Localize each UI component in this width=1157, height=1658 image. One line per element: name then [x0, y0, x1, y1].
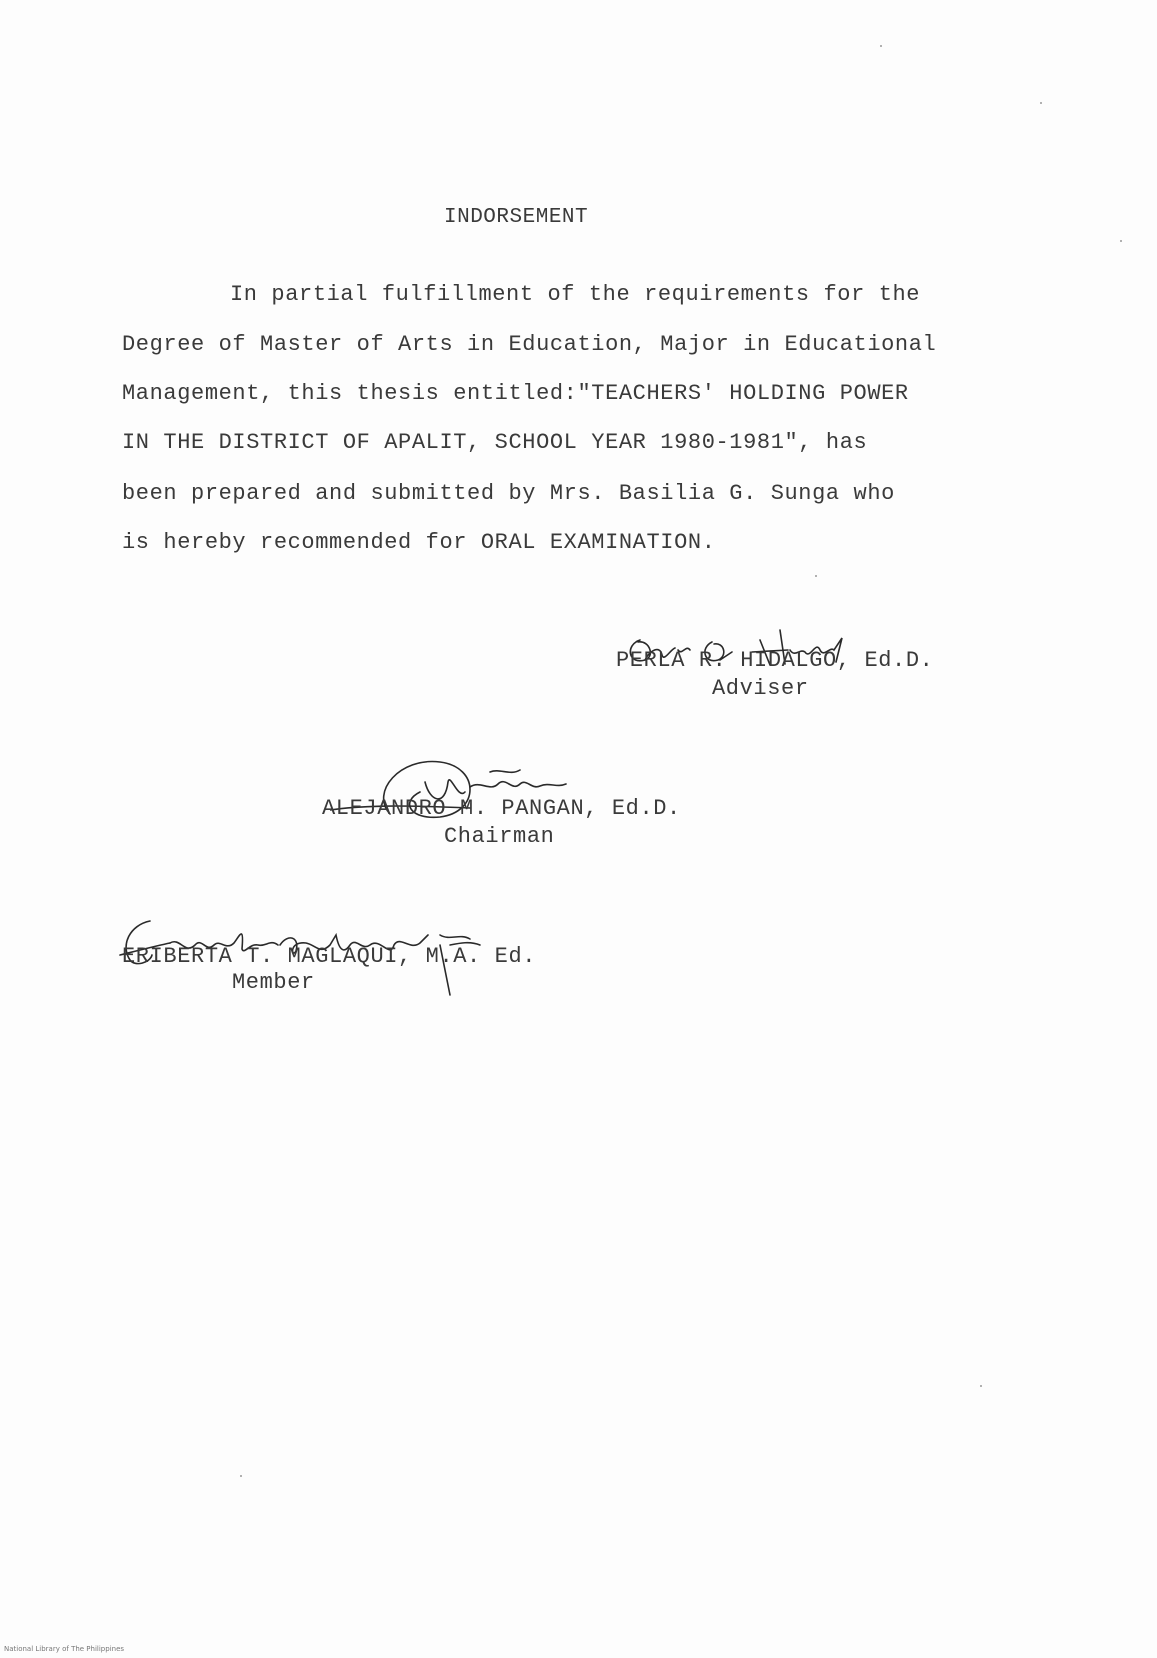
- body-line: IN THE DISTRICT OF APALIT, SCHOOL YEAR 1980-1981", has: [122, 430, 868, 455]
- scan-speck: [240, 1475, 242, 1477]
- body-line: Degree of Master of Arts in Education, Major in Educational: [122, 332, 937, 357]
- scan-speck: [1040, 102, 1042, 104]
- scan-speck: [1120, 240, 1122, 242]
- adviser-name: PERLA R. HIDALGO, Ed.D.: [616, 648, 934, 673]
- member-role: Member: [232, 970, 315, 995]
- body-line: been prepared and submitted by Mrs. Basilia G. Sunga who: [122, 481, 895, 506]
- scan-speck: [880, 45, 882, 47]
- document-title: INDORSEMENT: [444, 206, 589, 229]
- scan-speck: [980, 1385, 982, 1387]
- scan-speck: [815, 575, 817, 577]
- body-line: is hereby recommended for ORAL EXAMINATION.: [122, 530, 716, 555]
- chairman-role: Chairman: [444, 824, 555, 849]
- chairman-name: ALEJANDRO M. PANGAN, Ed.D.: [322, 796, 681, 821]
- adviser-role: Adviser: [712, 676, 809, 701]
- member-name: ERIBERTA T. MAGLAQUI, M.A. Ed.: [122, 944, 537, 969]
- body-line: In partial fulfillment of the requirements for the: [230, 282, 921, 307]
- body-line: Management, this thesis entitled:"TEACHERS' HOLDING POWER: [122, 381, 909, 406]
- footer-text: National Library of The Philippines: [4, 1645, 125, 1653]
